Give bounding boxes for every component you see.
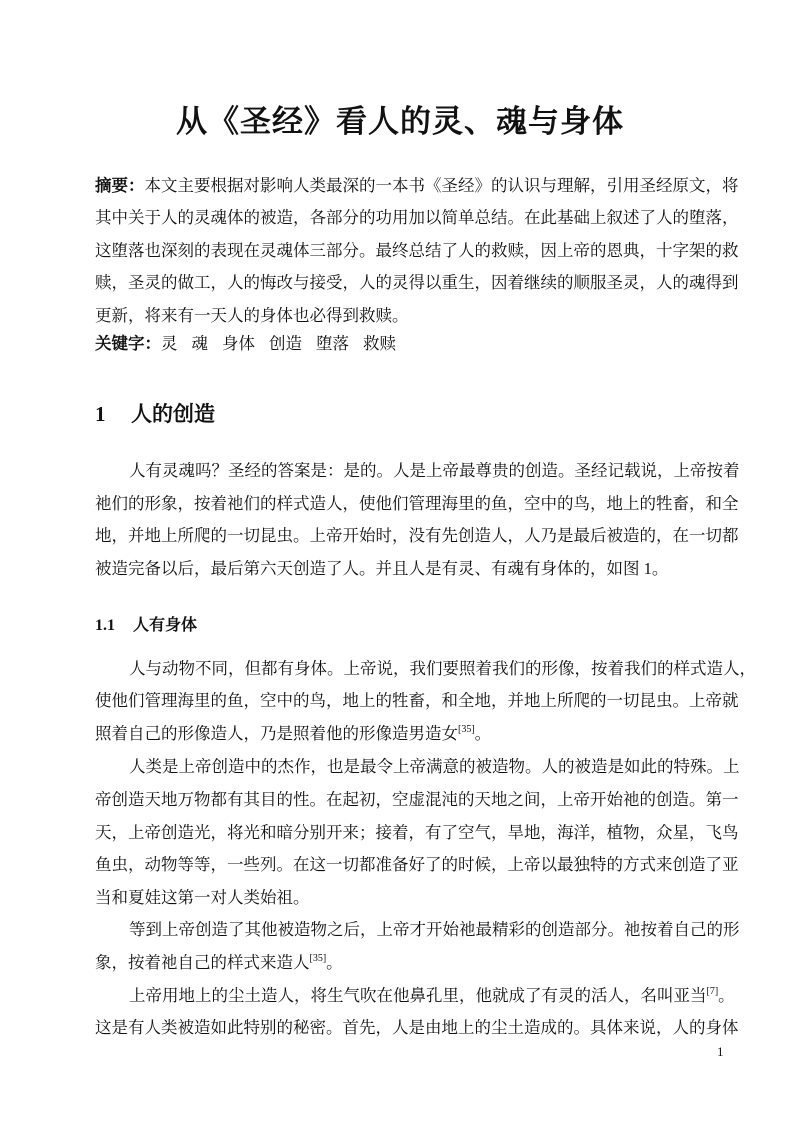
keyword: 救赎	[363, 334, 396, 353]
body-line	[95, 822, 739, 844]
citation: [35]	[309, 953, 327, 964]
abstract-line: 其中关于人的灵魂体的被造，各部分的功用加以简单总结。在此基础上叙述了人的堕落，	[95, 208, 739, 227]
body-line	[95, 493, 739, 515]
body-line	[95, 1017, 739, 1039]
line-text: 。	[718, 986, 735, 1005]
subsection-number: 1.1	[95, 617, 115, 634]
line-text: 人有灵魂吗？圣经的答案是：是的。人是上帝最尊贵的创造。圣经记载说，上帝按着	[129, 461, 740, 480]
line-text: 地，并地上所爬的一切昆虫。上帝开始时，没有先创造人，人乃是最后被造的，在一切都	[95, 526, 739, 545]
abstract-line: 更新，将来有一天人的身体也必得到救赎。	[95, 306, 409, 325]
line-text: 等到上帝创造了其他被造物之后，上帝才开始祂最精彩的创造部分。祂按着自己的形	[129, 920, 740, 939]
body-line	[95, 658, 756, 680]
citation: [7]	[706, 986, 719, 997]
line-text: 天，上帝创造光，将光和暗分别开来；接着，有了空气，旱地，海洋，植物，众星，飞鸟	[95, 823, 739, 842]
line-text: 这是有人类被造如此特别的秘密。首先，人是由地上的尘土造成的。具体来说，人的身体	[95, 1018, 739, 1037]
line-text: 祂们的形象，按着祂们的样式造人，使他们管理海里的鱼，空中的鸟，地上的牲畜，和全	[95, 494, 739, 513]
section-number: 1	[95, 402, 106, 426]
body-line	[95, 854, 739, 876]
line-text: 当和夏娃这第一对人类始祖。	[95, 888, 310, 907]
abstract-line	[95, 175, 739, 197]
section-heading	[95, 398, 215, 428]
keyword: 创造	[269, 334, 302, 353]
body-line	[95, 952, 705, 974]
line-text: 人与动物不同，但都有身体。上帝说，我们要照着我们的形像，按着我们的样式造人，	[129, 659, 756, 678]
body-line	[95, 985, 735, 1007]
abstract-line: 赎，圣灵的做工，人的悔改与接受，人的灵得以重生，因着继续的顺服圣灵，人的魂得到	[95, 273, 739, 292]
body-line	[95, 887, 705, 909]
line-text: 上帝用地上的尘土造人，将生气吹在他鼻孔里，他就成了有灵的活人，名叫亚当	[129, 986, 707, 1005]
body-line	[95, 525, 739, 547]
body-line	[95, 558, 705, 580]
body-line	[95, 756, 740, 778]
keyword: 身体	[222, 334, 255, 353]
line-text: 。	[474, 724, 492, 743]
line-text: 被造完备以后，最后第六天创造了人。并且人是有灵、有魂有身体的，如图 1。	[95, 559, 669, 578]
abstract-line: 这堕落也深刻的表现在灵魂体三部分。最终总结了人的救赎，因上帝的恩典，十字架的救	[95, 241, 739, 260]
abstract-text: 本文主要根据对影响人类最深的一本书《圣经》的认识与理解，引用圣经原文，将	[144, 176, 739, 195]
subsection-heading	[95, 612, 197, 635]
section-title: 人的创造	[131, 402, 215, 426]
keyword: 堕落	[316, 334, 349, 353]
document-title: 从《圣经》看人的灵、魂与身体	[176, 104, 624, 139]
body-line	[95, 723, 705, 745]
subsection-title: 人有身体	[133, 617, 198, 634]
line-text: 鱼虫，动物等等，一些列。在这一切都准备好了的时候，上帝以最独特的方式来创造了亚	[95, 855, 739, 874]
citation: [35]	[458, 724, 475, 735]
page-number: 1	[717, 1044, 724, 1059]
body-line	[95, 789, 739, 811]
abstract-label: 摘要：	[95, 176, 145, 195]
body-line	[95, 919, 740, 941]
keyword: 灵	[161, 334, 178, 353]
keyword: 魂	[191, 334, 208, 353]
line-text: 照着自己的形像造人，乃是照着他的形像造男造女	[95, 724, 458, 743]
body-line	[95, 690, 739, 712]
line-text: 。	[326, 953, 343, 972]
line-text: 使他们管理海里的鱼，空中的鸟，地上的牲畜，和全地，并地上所爬的一切昆虫。上帝就	[95, 691, 739, 710]
line-text: 象，按着祂自己的样式来造人	[95, 953, 310, 972]
keywords-label: 关键字：	[95, 334, 161, 353]
line-text: 人类是上帝创造中的杰作，也是最令上帝满意的被造物。人的被造是如此的特殊。上	[129, 757, 740, 776]
line-text: 帝创造天地万物都有其目的性。在起初，空虚混沌的天地之间，上帝开始祂的创造。第一	[95, 790, 739, 809]
keywords	[95, 333, 705, 355]
body-line	[95, 460, 740, 482]
